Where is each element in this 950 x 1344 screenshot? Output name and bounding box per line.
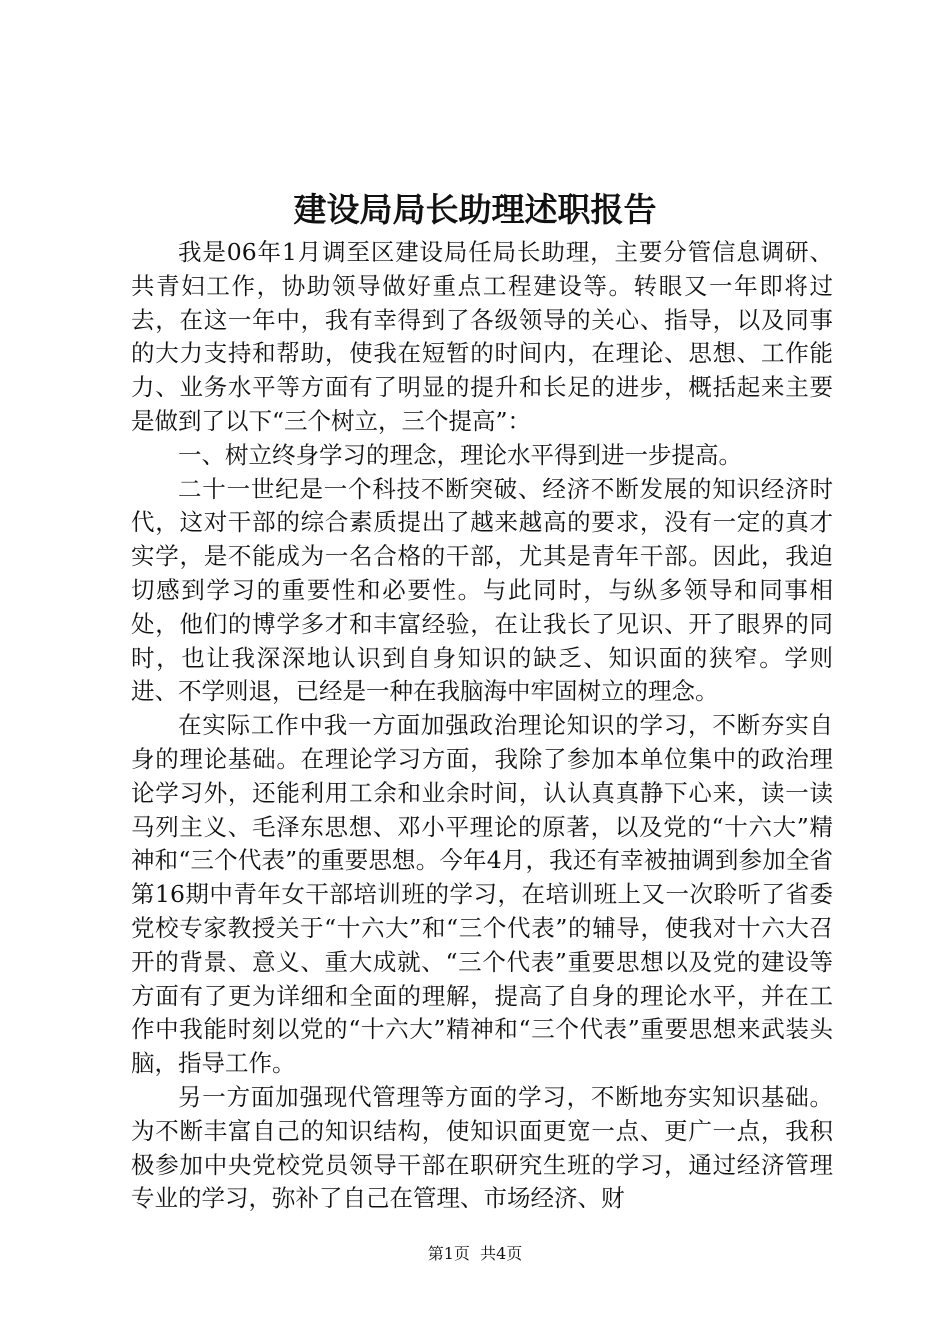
- paragraph-modern-management: 另一方面加强现代管理等方面的学习，不断地夯实知识基础。为不断丰富自己的知识结构，使知识面更宽一点、更广一点，我积极参加中央党校党员领导干部在职研究生班的学习，通过经济管理专业的学习，弥补了自己在管理、市场经济、财: [131, 1082, 833, 1213]
- document-title: 建设局局长助理述职报告: [293, 190, 657, 229]
- page-number: 第1页: [427, 1244, 470, 1263]
- paragraph-political-theory: 在实际工作中我一方面加强政治理论知识的学习，不断夯实自身的理论基础。在理论学习方面，我除了参加本单位集中的政治理论学习外，还能利用工余和业余时间，认认真真静下心来，读一读马列主义、毛泽东思想、邓小平理论的原著，以及党的“十六大”精神和“三个代表”的重要思想。今年4月，我还有幸被抽调到参加全省第16期中青年女干部培训班的学习，在培训班上又一次聆听了省委党校专家教授关于“十六大”和“三个代表”的辅导，使我对十六大召开的背景、意义、重大成就、“三个代表”重要思想以及党的建设等方面有了更为详细和全面的理解，提高了自身的理论水平，并在工作中我能时刻以党的“十六大”精神和“三个代表”重要思想来武装头脑，指导工作。: [131, 711, 833, 1078]
- paragraph-intro: 我是06年1月调至区建设局任局长助理，主要分管信息调研、共青妇工作，协助领导做好重点工程建设等。转眼又一年即将过去，在这一年中，我有幸得到了各级领导的关心、指导，以及同事的大力支持和帮助，使我在短暂的时间内，在理论、思想、工作能力、业务水平等方面有了明显的提升和长足的进步，概括起来主要是做到了以下“三个树立，三个提高”：: [131, 238, 833, 435]
- page-total: 共4页: [480, 1244, 523, 1263]
- paragraph-heading-one: 一、树立终身学习的理念，理论水平得到进一步提高。: [178, 440, 742, 469]
- page-footer: [0, 1242, 950, 1266]
- document-body: [131, 236, 833, 1216]
- paragraph-knowledge-era: 二十一世纪是一个科技不断突破、经济不断发展的知识经济时代，这对干部的综合素质提出了越来越高的要求，没有一定的真才实学，是不能成为一名合格的干部，尤其是青年干部。因此，我迫切感到学习的重要性和必要性。与此同时，与纵多领导和同事相处，他们的博学多才和丰富经验，在让我长了见识、开了眼界的同时，也让我深深地认识到自身知识的缺乏、知识面的狭窄。学则进、不学则退，已经是一种在我脑海中牢固树立的理念。: [131, 474, 833, 706]
